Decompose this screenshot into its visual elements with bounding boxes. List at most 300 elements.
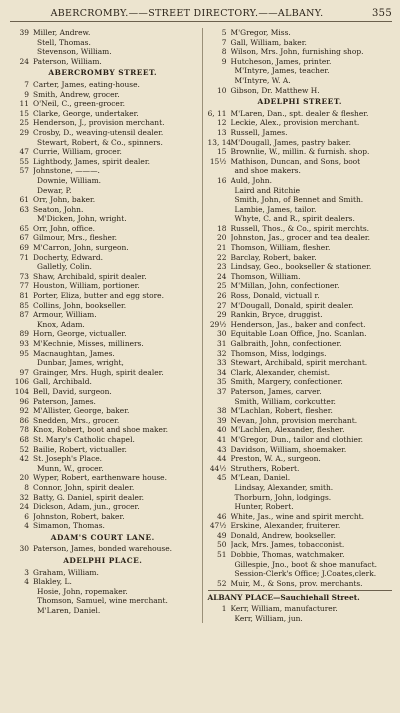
- house-number: 46: [217, 511, 227, 521]
- entry-text: Thomson, William.: [230, 271, 301, 281]
- house-number: [10, 214, 33, 224]
- house-number: [10, 138, 33, 148]
- directory-entry: [10, 349, 196, 359]
- directory-entry: [208, 118, 393, 128]
- house-number: 85: [19, 300, 29, 310]
- directory-entry: [208, 253, 393, 263]
- entry-text: Munn, W., grocer.: [37, 463, 104, 473]
- entry-text: M'Gregor, Miss.: [230, 28, 291, 37]
- house-number: [10, 320, 33, 330]
- entry-text: M'Lean, Daniel.: [230, 473, 291, 483]
- house-number: 9: [24, 89, 29, 99]
- entry-text: Batty, G. Daniel, spirit dealer.: [33, 492, 145, 502]
- house-number: 67: [19, 233, 29, 243]
- entry-text: Henderson, Jas., baker and confect.: [230, 319, 366, 329]
- house-number: [10, 464, 33, 474]
- house-number: [208, 195, 231, 205]
- directory-entry: [208, 464, 393, 474]
- entry-text: Henderson, J., provision merchant.: [33, 118, 165, 128]
- directory-entry: [10, 28, 196, 38]
- street-heading: ABERCROMBY STREET.: [48, 68, 158, 78]
- directory-entry: [10, 425, 196, 435]
- directory-entry: [208, 214, 393, 224]
- directory-entry: [10, 214, 196, 224]
- entry-text: Russell, Thos., & Co., spirit merchts.: [230, 223, 370, 233]
- entry-text: Collins, John, bookseller.: [33, 300, 127, 310]
- house-number: [208, 493, 231, 503]
- entry-text: M'Dougall, Donald, spirit dealer.: [230, 300, 354, 310]
- directory-entry: [10, 272, 196, 282]
- house-number: [10, 587, 33, 597]
- entry-text: Gillespie, Jno., boot & shoe manufact.: [234, 559, 377, 569]
- directory-entry: [10, 109, 196, 119]
- directory-entry: [10, 195, 196, 205]
- house-number: 4: [24, 521, 29, 531]
- directory-entry: [208, 397, 393, 407]
- directory-entry: [10, 493, 196, 503]
- directory-entry: [10, 262, 196, 272]
- directory-entry: [208, 406, 393, 416]
- directory-entry: [10, 233, 196, 243]
- directory-entry: [208, 243, 393, 253]
- directory-entry: [10, 310, 196, 320]
- directory-entry: [208, 377, 393, 387]
- entry-text: Orr, John, office.: [33, 223, 95, 233]
- house-number: 15½: [209, 156, 227, 166]
- right-column: [202, 28, 393, 623]
- house-number: 37: [217, 386, 227, 396]
- directory-entry: [10, 596, 196, 606]
- entry-text: Paterson, James, bonded warehouse.: [33, 544, 172, 554]
- entry-text: Gall, William, baker.: [230, 37, 307, 47]
- house-number: 41: [217, 434, 227, 444]
- house-number: 13, 14: [207, 137, 232, 147]
- entry-text: Connor, John, spirit dealer.: [33, 482, 135, 492]
- directory-entry: [10, 416, 196, 426]
- directory-entry: [10, 118, 196, 128]
- entry-text: Paterson, William.: [33, 56, 102, 66]
- house-number: 30: [217, 329, 227, 339]
- directory-entry: [208, 320, 393, 330]
- house-number: [208, 560, 231, 570]
- directory-entry: [208, 233, 393, 243]
- house-number: 12: [217, 118, 227, 128]
- page-header: [10, 8, 392, 22]
- house-number: 86: [19, 415, 29, 425]
- house-number: [208, 483, 231, 493]
- directory-entry: [10, 512, 196, 522]
- house-number: [208, 66, 231, 76]
- entry-text: Mathison, Duncan, and Sons, boot: [230, 156, 361, 166]
- entry-text: and shoe makers.: [234, 166, 301, 176]
- entry-text: Knox, Adam.: [37, 319, 85, 329]
- house-number: 30: [19, 544, 29, 554]
- directory-entry: [208, 176, 393, 186]
- house-number: 65: [19, 223, 29, 233]
- directory-entry: [208, 349, 393, 359]
- house-number: 35: [217, 377, 227, 387]
- house-number: 39: [19, 28, 29, 37]
- house-number: [208, 166, 231, 176]
- house-number: 51: [217, 550, 227, 560]
- house-number: [10, 186, 33, 196]
- directory-entry: [208, 262, 393, 272]
- entry-text: Smith, John, of Bennet and Smith.: [234, 195, 364, 205]
- house-number: 20: [217, 233, 227, 243]
- entry-text: Paterson, James, carver.: [230, 386, 322, 396]
- house-number: 52: [217, 578, 227, 588]
- entry-text: Lindsay, Geo., bookseller & stationer.: [230, 262, 372, 272]
- directory-entry: [208, 425, 393, 435]
- entry-text: Houston, William, portioner.: [33, 281, 140, 291]
- entry-text: Erskine, Alexander, fruiterer.: [230, 521, 341, 531]
- entry-text: M'Dicken, John, wright.: [37, 214, 127, 224]
- entry-text: Smith, Margery, confectioner.: [230, 377, 343, 387]
- entry-text: Equitable Loan Office, Jno. Scanlan.: [230, 329, 367, 339]
- entry-text: Session-Clerk's Office; J.Coates,clerk.: [234, 569, 377, 579]
- entry-text: Auld, John.: [230, 175, 272, 185]
- directory-entry: [208, 76, 393, 86]
- directory-entry: [208, 387, 393, 397]
- entry-text: Hunter, Robert.: [234, 502, 294, 512]
- directory-entry: [208, 569, 393, 579]
- house-number: 55: [19, 156, 29, 166]
- entry-text: Dickson, Adam, jun., grocer.: [33, 502, 140, 512]
- directory-entry: [208, 604, 393, 614]
- entry-text: Thomson, Samuel, wine merchant.: [37, 596, 168, 606]
- house-number: 50: [217, 540, 227, 550]
- directory-entry: [10, 577, 196, 587]
- house-number: 57: [19, 166, 29, 176]
- house-number: 44: [217, 454, 227, 464]
- house-number: 29: [19, 127, 29, 137]
- entry-text: Barclay, Robert, baker.: [230, 252, 317, 262]
- house-number: 93: [19, 339, 29, 348]
- directory-entry: [208, 157, 393, 167]
- house-number: 13: [217, 127, 227, 137]
- house-number: 45: [217, 473, 227, 483]
- directory-entry: [208, 579, 393, 589]
- directory-entry: [10, 138, 196, 148]
- house-number: 16: [217, 175, 227, 185]
- house-number: 27: [217, 300, 227, 310]
- entry-text: Dewar, P.: [37, 185, 72, 195]
- entry-text: M'Millan, John, confectioner.: [230, 281, 340, 291]
- directory-entry: [10, 339, 196, 349]
- house-number: [208, 502, 231, 512]
- entry-text: Struthers, Robert.: [230, 463, 300, 473]
- directory-entry: [208, 301, 393, 311]
- directory-entry: [10, 186, 196, 196]
- entry-text: Clarke, George, undertaker.: [33, 108, 139, 118]
- entry-text: Bailie, Robert, victualler.: [33, 444, 127, 454]
- house-number: [208, 214, 231, 224]
- entry-text: Galbraith, John, confectioner.: [230, 339, 342, 348]
- directory-entry: [208, 483, 393, 493]
- house-number: [10, 358, 33, 368]
- directory-entry: [208, 521, 393, 531]
- house-number: 104: [14, 386, 29, 396]
- house-number: 69: [19, 243, 29, 253]
- entry-text: Lambie, James, tailor.: [234, 204, 317, 214]
- entry-text: Wyper, Robert, earthenware house.: [33, 473, 167, 483]
- entry-text: Porter, Eliza, butter and egg store.: [33, 291, 164, 301]
- entry-text: Graham, William.: [33, 567, 99, 577]
- house-number: 47½: [209, 521, 227, 531]
- directory-entry: [208, 512, 393, 522]
- entry-text: M'Intyre, W. A.: [234, 75, 291, 85]
- house-number: 3: [24, 567, 29, 577]
- entry-text: M'Lachlan, Robert, flesher.: [230, 406, 333, 416]
- directory-entry: [208, 540, 393, 550]
- directory-entry: [10, 205, 196, 215]
- entry-text: Stewart, Archibald, spirit merchant.: [230, 358, 368, 368]
- entry-text: Gibson, Dr. Matthew H.: [230, 85, 320, 95]
- directory-entry: [208, 272, 393, 282]
- house-number: 42: [19, 454, 29, 464]
- entry-text: Russell, James.: [230, 127, 288, 137]
- directory-entry: [208, 493, 393, 503]
- house-number: 33: [217, 358, 227, 368]
- entry-text: Currie, William, grocer.: [33, 147, 122, 157]
- entry-text: M'Gregor, Dun., tailor and clothier.: [230, 434, 364, 444]
- entry-text: M'Dougall, James, pastry baker.: [230, 137, 351, 147]
- house-number: 89: [19, 329, 29, 339]
- directory-entry: [10, 606, 196, 616]
- house-number: [208, 614, 231, 624]
- house-number: 87: [19, 310, 29, 320]
- directory-entry: [208, 358, 393, 368]
- street-heading: ADELPHI PLACE.: [63, 556, 143, 566]
- house-number: 6: [24, 511, 29, 521]
- directory-entry: [208, 329, 393, 339]
- house-number: 18: [217, 223, 227, 233]
- house-number: [208, 186, 231, 196]
- entry-text: Jack, Mrs. James, tobacconist.: [230, 540, 345, 550]
- directory-entry: [10, 291, 196, 301]
- house-number: 15: [217, 147, 227, 157]
- directory-entry: [10, 544, 196, 554]
- directory-entry: [10, 281, 196, 291]
- house-number: 97: [19, 367, 29, 377]
- directory-entry: [10, 147, 196, 157]
- directory-entry: [10, 176, 196, 186]
- entry-text: Davidson, William, shoemaker.: [230, 444, 347, 454]
- directory-entry: [10, 473, 196, 483]
- directory-entry: [208, 454, 393, 464]
- entry-text: Laird and Ritchie: [234, 185, 300, 195]
- entry-text: Gall, Archibald.: [33, 377, 92, 387]
- street-heading: ADAM'S COURT LANE.: [50, 532, 155, 542]
- directory-entry: [10, 157, 196, 167]
- entry-text: Bell, David, surgeon.: [33, 386, 112, 396]
- house-number: 32: [19, 492, 29, 502]
- house-number: 63: [19, 204, 29, 214]
- directory-entry: [10, 99, 196, 109]
- directory-entry: [208, 550, 393, 560]
- entry-text: M'Kechnie, Misses, milliners.: [33, 339, 144, 348]
- directory-entry: [10, 301, 196, 311]
- entry-text: Brownlie, W., millin. & furnish. shop.: [230, 147, 370, 157]
- house-number: [208, 205, 231, 215]
- directory-entry: [10, 90, 196, 100]
- directory-entry: [10, 483, 196, 493]
- directory-entry: [10, 568, 196, 578]
- running-title: ABERCROMBY.——STREET DIRECTORY.——ALBANY.: [50, 8, 324, 19]
- directory-entry: [10, 329, 196, 339]
- house-number: 8: [24, 482, 29, 492]
- entry-text: Blakley, L.: [33, 577, 72, 587]
- directory-entry: [208, 66, 393, 76]
- house-number: 24: [217, 271, 227, 281]
- entry-text: White, Jas., wine and spirit mercht.: [230, 511, 364, 521]
- house-number: 22: [217, 252, 227, 262]
- entry-text: Rankin, Bryce, druggist.: [230, 310, 323, 320]
- house-number: 34: [217, 367, 227, 377]
- entry-text: Johnston, Robert, baker.: [33, 511, 125, 521]
- directory-entry: [10, 406, 196, 416]
- house-number: [10, 38, 33, 48]
- entry-text: Docherty, Edward.: [33, 252, 103, 262]
- directory-entry: [10, 464, 196, 474]
- entry-text: Wilson, Mrs. John, furnishing shop.: [230, 47, 364, 57]
- house-number: 73: [19, 271, 29, 281]
- house-number: 5: [221, 28, 227, 37]
- house-number: 78: [19, 425, 29, 435]
- directory-entry: [208, 310, 393, 320]
- house-number: 40: [217, 425, 227, 435]
- entry-text: Miller, Andrew.: [33, 28, 91, 37]
- house-number: 23: [217, 262, 227, 272]
- entry-text: Ross, Donald, victuall r.: [230, 291, 320, 301]
- directory-entry: [10, 454, 196, 464]
- entry-text: M'Allister, George, baker.: [33, 406, 130, 416]
- entry-text: Hosie, John, ropemaker.: [37, 586, 128, 596]
- house-number: 8: [221, 47, 227, 57]
- entry-text: Nevan, John, provision merchant.: [230, 415, 358, 425]
- directory-entry: [208, 128, 393, 138]
- entry-text: Kerr, William, jun.: [234, 613, 303, 623]
- directory-entry: [208, 435, 393, 445]
- directory-entry: [10, 166, 196, 176]
- entry-text: Preston, W. A., surgeon.: [230, 454, 321, 464]
- house-number: [10, 606, 33, 616]
- directory-entry: [208, 86, 393, 96]
- house-number: 29: [217, 310, 227, 320]
- entry-text: Kerr, William, manufacturer.: [230, 604, 338, 614]
- entry-text: Lightbody, James, spirit dealer.: [33, 156, 150, 166]
- entry-text: Paterson, James.: [33, 396, 96, 406]
- entry-text: Galletly, Colin.: [37, 262, 92, 272]
- entry-text: Johnstone, ———.: [33, 166, 100, 176]
- directory-entry: [208, 560, 393, 570]
- house-number: [208, 76, 231, 86]
- house-number: 9: [221, 56, 227, 66]
- directory-entry: [208, 614, 393, 624]
- house-number: 31: [217, 339, 227, 348]
- house-number: 29½: [209, 319, 227, 329]
- directory-entry: [208, 531, 393, 541]
- entry-text: Knox, Robert, boot and shoe maker.: [33, 425, 169, 435]
- house-number: 61: [19, 195, 29, 205]
- house-number: 95: [19, 348, 29, 358]
- house-number: 7: [221, 37, 227, 47]
- directory-entry: [208, 368, 393, 378]
- house-number: 81: [19, 291, 29, 301]
- entry-text: Clark, Alexander, chemist.: [230, 367, 330, 377]
- directory-entry: [10, 397, 196, 407]
- directory-entry: [10, 128, 196, 138]
- directory-entry: [208, 502, 393, 512]
- house-number: 24: [19, 56, 29, 66]
- house-number: [10, 596, 33, 606]
- house-number: 96: [19, 396, 29, 406]
- entry-text: Thomson, William, flesher.: [230, 243, 331, 253]
- house-number: 39: [217, 415, 227, 425]
- house-number: 7: [24, 79, 29, 89]
- directory-entry: [10, 358, 196, 368]
- house-number: 21: [217, 243, 227, 253]
- directory-entry: [208, 147, 393, 157]
- entry-text: Downie, William.: [37, 175, 101, 185]
- entry-text: Thorburn, John, lodgings.: [234, 492, 332, 502]
- house-number: 47: [19, 147, 29, 157]
- entry-text: Stevenson, William.: [37, 47, 112, 57]
- house-number: [208, 397, 231, 407]
- entry-text: Leckie, Alex., provision merchant.: [230, 118, 360, 128]
- house-number: 49: [217, 530, 227, 540]
- entry-text: St. Mary's Catholic chapel.: [33, 434, 135, 444]
- house-number: 25: [217, 281, 227, 291]
- directory-entry: [208, 109, 393, 119]
- house-number: 20: [19, 473, 29, 483]
- directory-entry: [10, 253, 196, 263]
- directory-entry: [208, 138, 393, 148]
- entry-text: M'Laren, Dan., spt. dealer & flesher.: [230, 108, 369, 118]
- entry-text: Thomson, Miss, lodgings.: [230, 348, 327, 358]
- directory-entry: [10, 57, 196, 67]
- directory-entry: [208, 28, 393, 38]
- entry-text: Lindsay, Alexander, smith.: [234, 482, 334, 492]
- directory-entry: [10, 320, 196, 330]
- directory-entry: [208, 186, 393, 196]
- street-heading: ALBANY PLACE—Sauchiehall Street.: [208, 590, 393, 603]
- entry-text: Seaton, John.: [33, 204, 84, 214]
- directory-entry: [208, 416, 393, 426]
- directory-entry: [10, 377, 196, 387]
- house-number: 25: [19, 118, 29, 128]
- directory-entry: [208, 224, 393, 234]
- house-number: 106: [14, 377, 29, 387]
- entry-text: Smith, Andrew, grocer.: [33, 89, 120, 99]
- directory-entry: [208, 47, 393, 57]
- directory-entry: [10, 243, 196, 253]
- directory-entry: [10, 368, 196, 378]
- house-number: [208, 569, 231, 579]
- directory-entry: [10, 521, 196, 531]
- house-number: 4: [24, 577, 29, 587]
- entry-text: Dobbie, Thomas, watchmaker.: [230, 550, 345, 560]
- directory-entry: [208, 38, 393, 48]
- entry-text: O'Neil, C., green-grocer.: [33, 99, 125, 109]
- house-number: 77: [19, 281, 29, 291]
- entry-text: Crosby, D., weaving-utensil dealer.: [33, 127, 164, 137]
- directory-entry: [208, 57, 393, 67]
- house-number: 71: [19, 252, 29, 262]
- house-number: 15: [19, 108, 29, 118]
- directory-entry: [208, 473, 393, 483]
- entry-text: Hutcheson, James, printer.: [230, 56, 332, 66]
